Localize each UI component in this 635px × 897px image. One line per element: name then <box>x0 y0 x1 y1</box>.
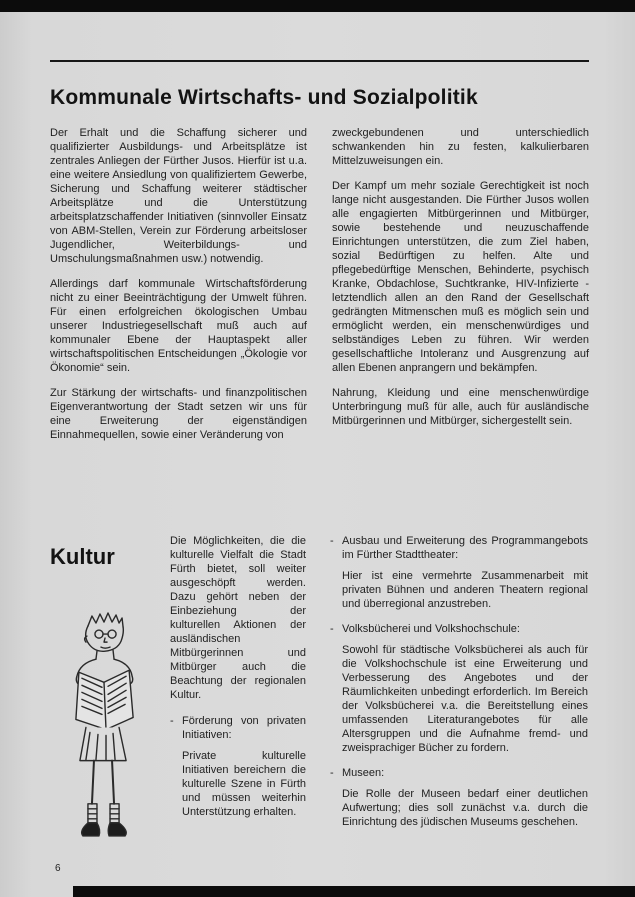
list-item-title: Volksbücherei und Volkshochschule: <box>342 623 520 635</box>
paragraph: Allerdings darf kommunale Wirtschaftsförderung nicht zu einer Beeinträchtigung der Umwelt führen. Für einen erfolgreichen ökologischen Umbau unserer Industriegesellschaft muß auch auf kommunaler Ebene der Hauptaspekt aller wirtschaftspolitischen Entscheidungen „Ökologie vor Ökonomie“ sein. <box>50 278 307 374</box>
list-item-text: Die Rolle der Museen bedarf einer deutlichen Aufwertung; dies soll zunächst v.a. durch die Einrichtung des jüdischen Museums geschehen. <box>342 788 588 828</box>
paragraph: Zur Stärkung der wirtschafts- und finanzpolitischen Eigenverantwortung der Stadt setzen wir uns für eine Erweiterung der eigenständigen Einnahmequellen, sowie einer Veränderung von <box>50 387 307 441</box>
reader-cartoon-illustration <box>52 610 154 856</box>
list-item-body <box>182 714 306 819</box>
list-item <box>330 534 588 611</box>
list-item <box>170 714 306 819</box>
page-title: Kommunale Wirtschafts- und Sozialpolitik <box>50 86 478 110</box>
list-item-title: Förderung von privaten Initiativen: <box>182 715 306 741</box>
list-item-text: Private kulturelle Initiativen bereichern die kulturelle Szene in Fürth und müssen weiterhin Unterstützung erhalten. <box>182 750 306 818</box>
paragraph: Nahrung, Kleidung und eine menschenwürdige Unterbringung muß für alle, auch für ausländische Mitbürgerinnen und Mitbürger, sichergestellt sein. <box>332 387 589 427</box>
kultur-right-column <box>330 534 588 840</box>
paragraph: Der Erhalt und die Schaffung sicherer und qualifizierter Ausbildungs- und Arbeitsplätze ist zentrales Anliegen der Fürther Jusos. Hierfür ist u.a. eine weitere Ansiedlung von qualifiziertem Gewerbe, Sicherung und Schaffung weiterer städtischer Arbeitsplätze und die Unterstützung arbeitsplatzschaffender Initiativen (sinnvoller Einsatz von ABM-Stellen, Verein zur Förderung arbeitsloser Jugendlicher, Weiterbildungs- und Umschulungsmaßnahmen usw.) notwendig. <box>50 127 307 265</box>
list-item-title: Ausbau und Erweiterung des Programmangebots im Fürther Stadttheater: <box>342 535 588 561</box>
economy-section <box>50 126 589 453</box>
page-number: 6 <box>55 863 61 874</box>
title-rule <box>50 60 589 62</box>
list-item-body <box>342 534 588 611</box>
list-marker: - <box>330 535 334 547</box>
reader-cartoon-svg <box>52 610 154 856</box>
list-item <box>330 622 588 755</box>
scan-edge-bottom <box>73 886 635 897</box>
paragraph: Der Kampf um mehr soziale Gerechtigkeit ist noch lange nicht ausgestanden. Die Fürther Jusos wollen alle engagierten Mitbürgerinnen und Mitbürger, sowie bestehende und neuzuschaffende Einrichtungen unterstützen, die zum Ziel haben, sozial Bedürftigen zu helfen. Alte und pflegebedürftige Menschen, Behinderte, psychisch Kranke, Obdachlose, Suchtkranke, HIV-Infizierte - letztendlich allen an den Rand der Gesellschaft gedrängten Mitmenschen muß es möglich sein und ermöglicht werden, ein menschenwürdiges und selbständiges Leben zu führen. Wir werden gesellschaftliche Intoleranz und Ausgrenzung auf allen Ebenen anprangern und bekämpfen. <box>332 180 589 374</box>
list-item-body <box>342 622 588 755</box>
list-marker: - <box>330 623 334 635</box>
economy-right-column <box>332 126 589 453</box>
paragraph: zweckgebundenen und unterschiedlich schwankenden hin zu festen, kalkulierbaren Mittelzuweisungen ein. <box>332 127 589 167</box>
list-item-title: Museen: <box>342 767 385 779</box>
list-item-body <box>342 766 588 829</box>
list-item-text: Sowohl für städtische Volksbücherei als auch für die Volkshochschule ist eine Erweiterung und Verbesserung des Angebotes und der Räumlichkeiten unbedingt erforderlich. Im Bereich der Volksbücherei v.a. die Bereitstellung eines umfassenden Literaturangebotes für alle Altersgruppen und die Aufnahme fremd- und zweisprachiger Bücher zu fordern. <box>342 644 588 754</box>
list-marker: - <box>330 767 334 779</box>
kultur-middle-column <box>170 534 306 830</box>
list-item <box>330 766 588 829</box>
list-marker: - <box>170 715 174 727</box>
economy-left-column <box>50 126 307 453</box>
scan-edge-top <box>0 0 635 12</box>
kultur-intro-paragraph: Die Möglichkeiten, die die kulturelle Vielfalt die Stadt Fürth bietet, soll weiter ausgeschöpft werden. Dazu gehört neben der Einbeziehung der kulturellen Aktionen der ausländischen Mitbürgerinnen und Mitbürger auch die Beachtung der regionalen Kultur. <box>170 535 306 701</box>
kultur-section-heading: Kultur <box>50 544 115 570</box>
list-item-text: Hier ist eine vermehrte Zusammenarbeit mit privaten Bühnen und anderen Theatern regional und überregional anzustreben. <box>342 570 588 610</box>
